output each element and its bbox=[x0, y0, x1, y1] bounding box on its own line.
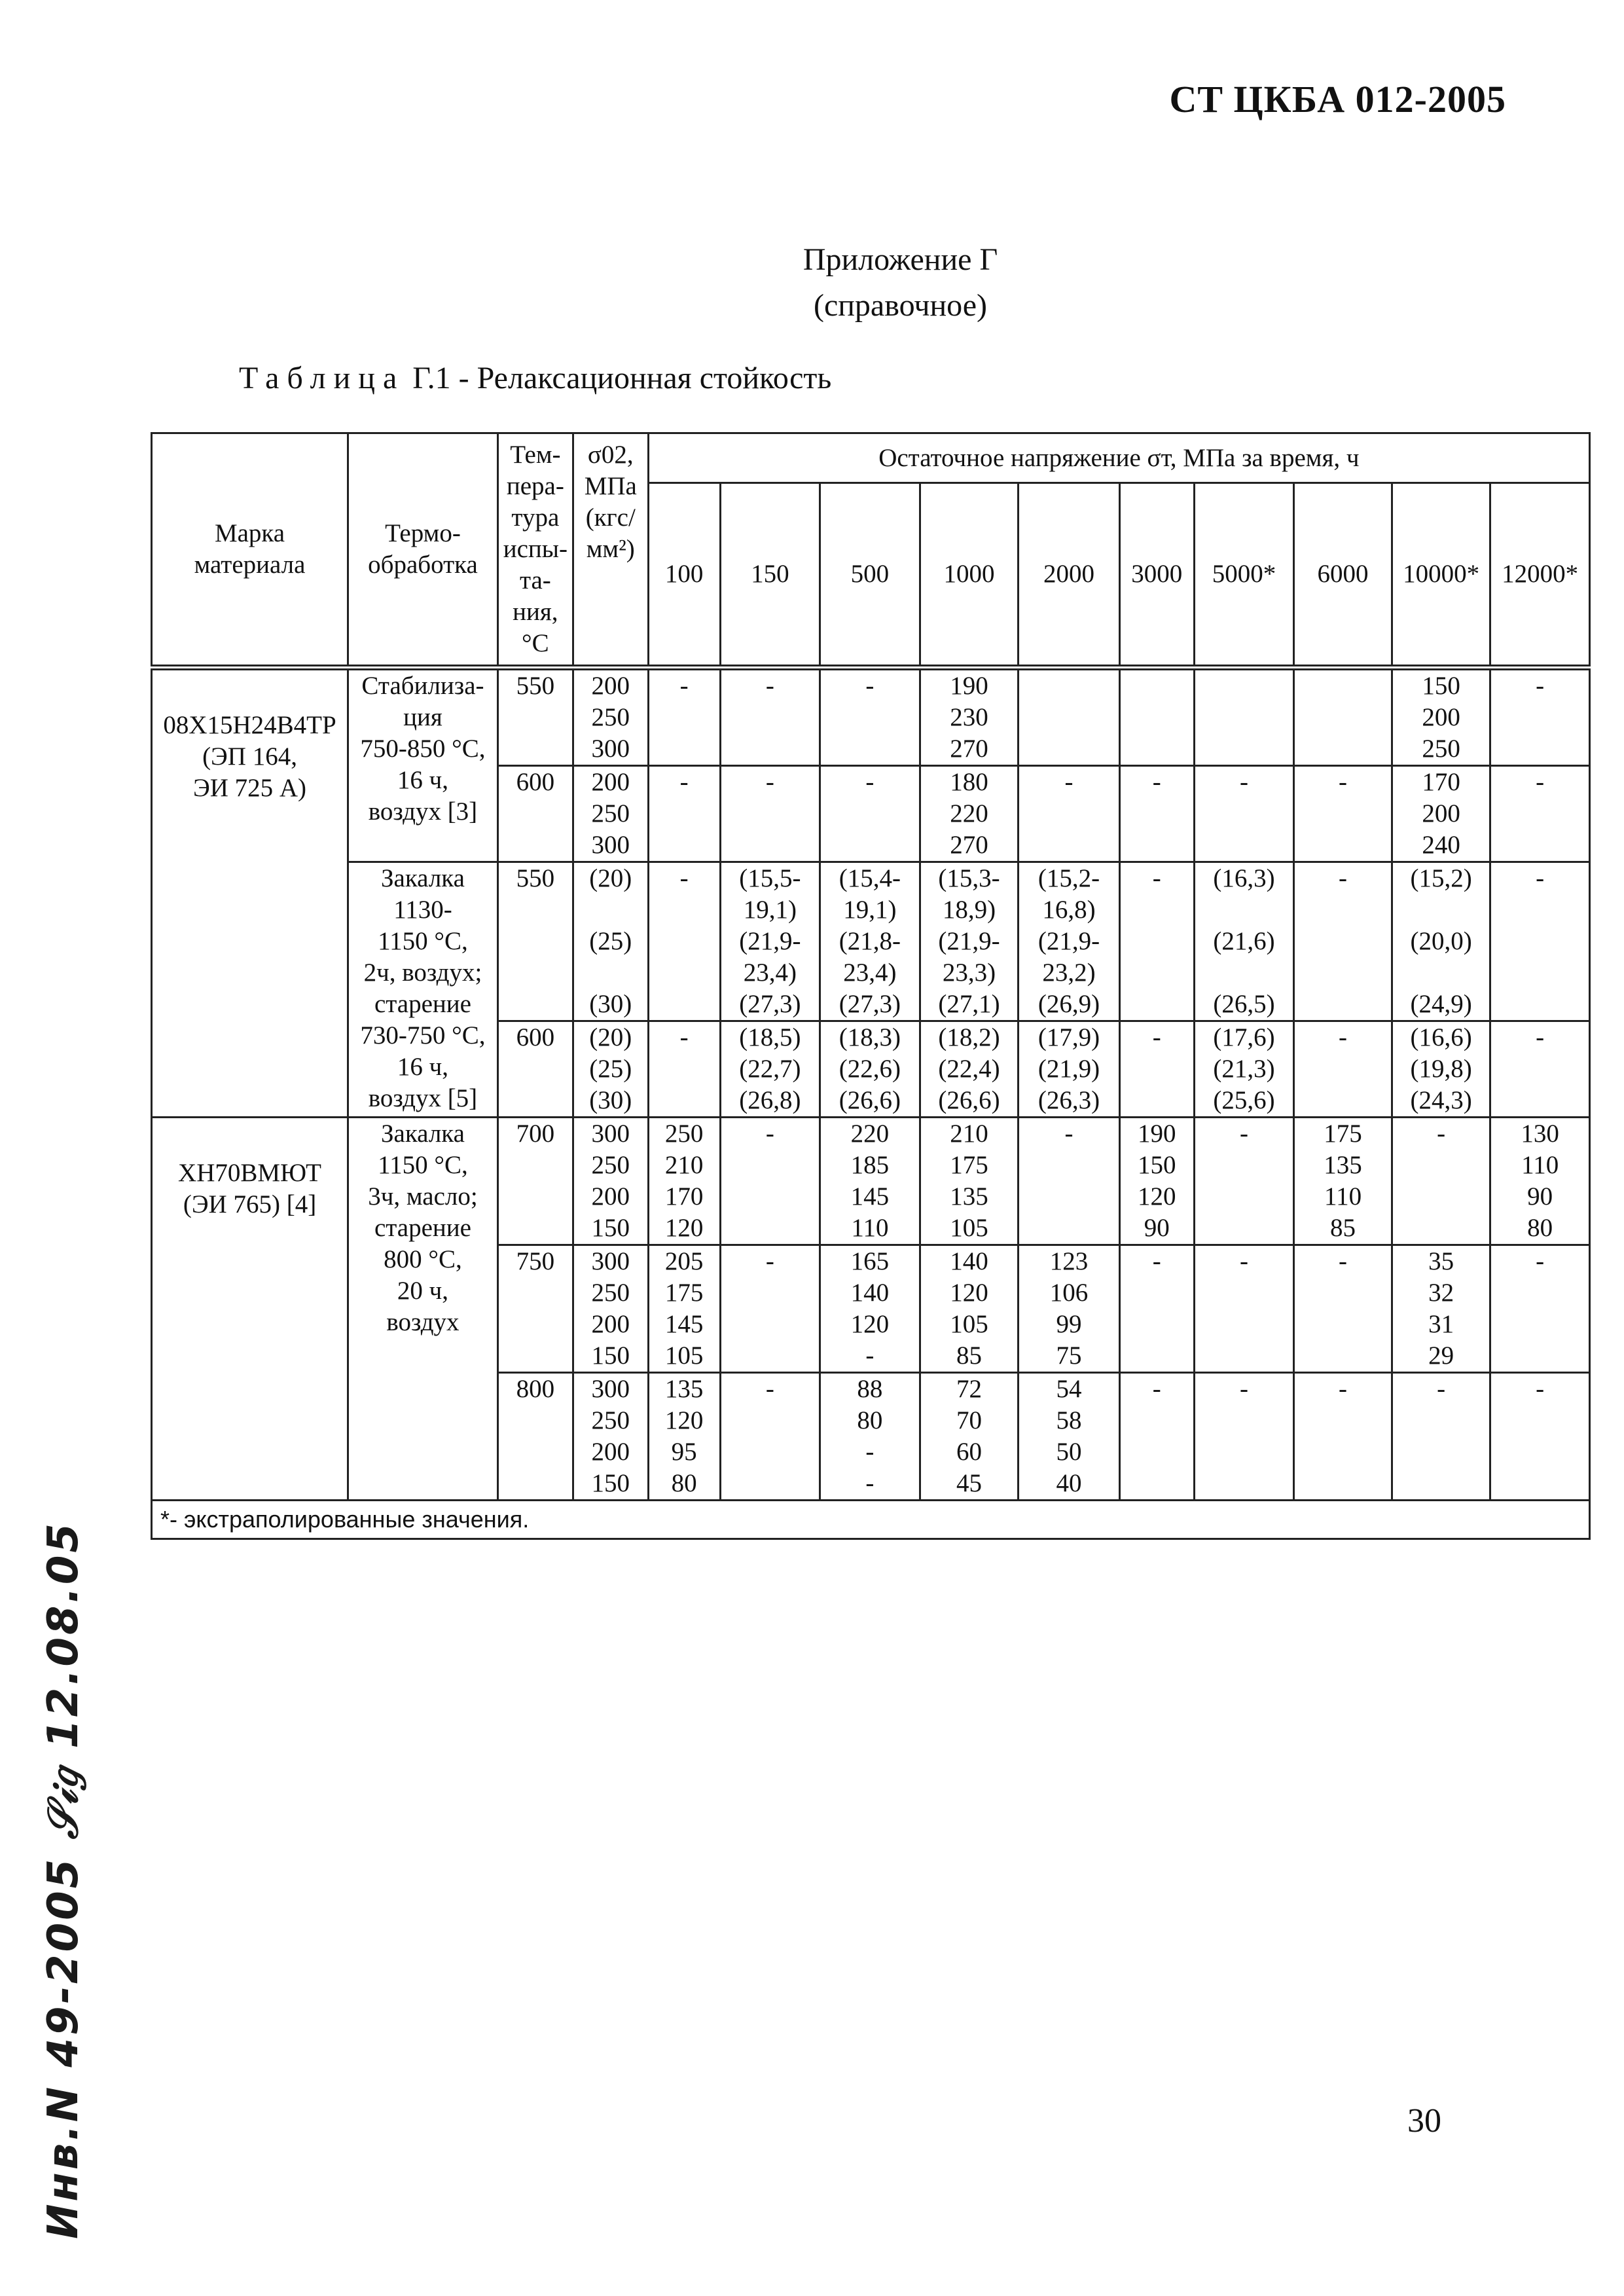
value-cell bbox=[1119, 668, 1194, 766]
footnote-row bbox=[152, 1501, 1590, 1539]
value-cell: 54 58 50 40 bbox=[1019, 1373, 1120, 1501]
value-cell: (16,6) (19,8) (24,3) bbox=[1392, 1021, 1490, 1118]
value-cell: - bbox=[720, 1245, 820, 1373]
table-row bbox=[152, 668, 1590, 766]
value-cell: (15,4- 19,1) (21,8- 23,4) (27,3) bbox=[820, 862, 920, 1021]
temperature-cell: 550 bbox=[497, 668, 573, 766]
material-cell: ХН70ВМЮТ (ЭИ 765) [4] bbox=[152, 1118, 348, 1501]
value-cell: 190 230 270 bbox=[920, 668, 1019, 766]
table-caption-text: Г.1 - Релаксационная стойкость bbox=[405, 361, 832, 395]
footnote-cell: *- экстраполированные значения. bbox=[152, 1501, 1590, 1539]
value-cell: - bbox=[1490, 1021, 1590, 1118]
table-caption bbox=[239, 360, 831, 396]
value-cell: 88 80 - - bbox=[820, 1373, 920, 1501]
header-test-temperature: Тем- пера- тура испы- та- ния, °С bbox=[497, 433, 573, 668]
value-cell: 175 135 110 85 bbox=[1294, 1118, 1392, 1245]
value-cell: (15,5- 19,1) (21,9- 23,4) (27,3) bbox=[720, 862, 820, 1021]
value-cell: - bbox=[1294, 862, 1392, 1021]
value-cell: - bbox=[1392, 1373, 1490, 1501]
value-cell: 250 210 170 120 bbox=[648, 1118, 720, 1245]
value-cell: 150 200 250 bbox=[1392, 668, 1490, 766]
value-cell: (16,3) (21,6) (26,5) bbox=[1194, 862, 1294, 1021]
value-cell: - bbox=[1392, 1118, 1490, 1245]
relaxation-table bbox=[151, 432, 1591, 1540]
value-cell bbox=[1194, 668, 1294, 766]
temperature-cell: 550 bbox=[497, 862, 573, 1021]
sigma-cell: 300 250 200 150 bbox=[573, 1373, 648, 1501]
value-cell: - bbox=[1294, 766, 1392, 862]
header-material: Марка материала bbox=[152, 433, 348, 668]
header-residual-stress: Остаточное напряжение σт, МПа за время, ч bbox=[648, 433, 1589, 483]
document-code: СТ ЦКБА 012-2005 bbox=[1169, 78, 1506, 120]
page-number: 30 bbox=[1407, 2102, 1441, 2140]
value-cell: - bbox=[1194, 1118, 1294, 1245]
heat-treatment-cell: Закалка 1130- 1150 °С, 2ч, воздух; старение 730-750 °С, 16 ч, воздух [5] bbox=[348, 862, 498, 1118]
header-time-2: 500 bbox=[820, 483, 920, 668]
value-cell: - bbox=[648, 1021, 720, 1118]
value-cell: - bbox=[1490, 668, 1590, 766]
value-cell: 190 150 120 90 bbox=[1119, 1118, 1194, 1245]
sigma-cell: 200 250 300 bbox=[573, 668, 648, 766]
heat-treatment-cell: Закалка 1150 °С, 3ч, масло; старение 800 °С, 20 ч, воздух bbox=[348, 1118, 498, 1501]
value-cell: (18,2) (22,4) (26,6) bbox=[920, 1021, 1019, 1118]
temperature-cell: 800 bbox=[497, 1373, 573, 1501]
temperature-cell: 600 bbox=[497, 1021, 573, 1118]
value-cell: (15,2- 16,8) (21,9- 23,2) (26,9) bbox=[1019, 862, 1120, 1021]
value-cell: - bbox=[648, 862, 720, 1021]
appendix-title: Приложение Г bbox=[803, 242, 998, 277]
header-time-9: 12000* bbox=[1490, 483, 1590, 668]
value-cell: 180 220 270 bbox=[920, 766, 1019, 862]
value-cell: - bbox=[648, 668, 720, 766]
value-cell: - bbox=[720, 668, 820, 766]
value-cell: - bbox=[1019, 766, 1120, 862]
value-cell bbox=[1019, 668, 1120, 766]
value-cell: - bbox=[1119, 1245, 1194, 1373]
value-cell: - bbox=[1490, 1373, 1590, 1501]
value-cell: 135 120 95 80 bbox=[648, 1373, 720, 1501]
heat-treatment-cell: Стабилиза- ция 750-850 °С, 16 ч, воздух [3] bbox=[348, 668, 498, 862]
sigma-cell: (20) (25) (30) bbox=[573, 1021, 648, 1118]
value-cell: - bbox=[1119, 862, 1194, 1021]
temperature-cell: 600 bbox=[497, 766, 573, 862]
header-time-3: 1000 bbox=[920, 483, 1019, 668]
sigma-cell: 200 250 300 bbox=[573, 766, 648, 862]
value-cell: - bbox=[648, 766, 720, 862]
header-time-7: 6000 bbox=[1294, 483, 1392, 668]
value-cell: (18,3) (22,6) (26,6) bbox=[820, 1021, 920, 1118]
value-cell: 130 110 90 80 bbox=[1490, 1118, 1590, 1245]
value-cell: 72 70 60 45 bbox=[920, 1373, 1019, 1501]
value-cell: (17,6) (21,3) (25,6) bbox=[1194, 1021, 1294, 1118]
value-cell: 35 32 31 29 bbox=[1392, 1245, 1490, 1373]
value-cell: - bbox=[1119, 766, 1194, 862]
value-cell: (15,2) (20,0) (24,9) bbox=[1392, 862, 1490, 1021]
sigma-cell: (20) (25) (30) bbox=[573, 862, 648, 1021]
header-heat-treatment: Термо- обработка bbox=[348, 433, 498, 668]
value-cell bbox=[1294, 668, 1392, 766]
header-time-6: 5000* bbox=[1194, 483, 1294, 668]
value-cell: 205 175 145 105 bbox=[648, 1245, 720, 1373]
table-caption-word: Таблица bbox=[239, 361, 405, 395]
value-cell: (15,3- 18,9) (21,9- 23,3) (27,1) bbox=[920, 862, 1019, 1021]
value-cell: 123 106 99 75 bbox=[1019, 1245, 1120, 1373]
value-cell: - bbox=[720, 1373, 820, 1501]
value-cell: - bbox=[820, 766, 920, 862]
value-cell: - bbox=[720, 766, 820, 862]
value-cell: 140 120 105 85 bbox=[920, 1245, 1019, 1373]
value-cell: - bbox=[1294, 1021, 1392, 1118]
header-time-1: 150 bbox=[720, 483, 820, 668]
temperature-cell: 700 bbox=[497, 1118, 573, 1245]
value-cell: - bbox=[1490, 1245, 1590, 1373]
value-cell: 210 175 135 105 bbox=[920, 1118, 1019, 1245]
temperature-cell: 750 bbox=[497, 1245, 573, 1373]
header-time-8: 10000* bbox=[1392, 483, 1490, 668]
appendix-subtitle: (справочное) bbox=[813, 288, 988, 323]
signature-icon: 𝒮𝒾𝑔 bbox=[39, 1766, 88, 1840]
header-sigma: σ02, МПа (кгс/ мм²) bbox=[573, 433, 648, 668]
value-cell: - bbox=[1194, 766, 1294, 862]
value-cell: (18,5) (22,7) (26,8) bbox=[720, 1021, 820, 1118]
value-cell: 165 140 120 - bbox=[820, 1245, 920, 1373]
sigma-cell: 300 250 200 150 bbox=[573, 1245, 648, 1373]
header-time-4: 2000 bbox=[1019, 483, 1120, 668]
value-cell: (17,9) (21,9) (26,3) bbox=[1019, 1021, 1120, 1118]
header-time-5: 3000 bbox=[1119, 483, 1194, 668]
value-cell: 170 200 240 bbox=[1392, 766, 1490, 862]
sigma-cell: 300 250 200 150 bbox=[573, 1118, 648, 1245]
value-cell: - bbox=[1119, 1373, 1194, 1501]
value-cell: - bbox=[1119, 1021, 1194, 1118]
value-cell: - bbox=[1194, 1373, 1294, 1501]
value-cell: - bbox=[820, 668, 920, 766]
value-cell: - bbox=[720, 1118, 820, 1245]
value-cell: - bbox=[1490, 862, 1590, 1021]
header-time-0: 100 bbox=[648, 483, 720, 668]
value-cell: - bbox=[1194, 1245, 1294, 1373]
value-cell: - bbox=[1294, 1373, 1392, 1501]
table-row bbox=[152, 862, 1590, 1021]
material-cell: 08Х15Н24В4ТР (ЭП 164, ЭИ 725 А) bbox=[152, 668, 348, 1118]
table-row bbox=[152, 1118, 1590, 1245]
value-cell: - bbox=[1019, 1118, 1120, 1245]
handwritten-margin-note: Инв.N 49-2005 𝒮𝒾𝑔 12.08.05 bbox=[39, 1521, 88, 2239]
value-cell: - bbox=[1294, 1245, 1392, 1373]
value-cell: - bbox=[1490, 766, 1590, 862]
value-cell: 220 185 145 110 bbox=[820, 1118, 920, 1245]
